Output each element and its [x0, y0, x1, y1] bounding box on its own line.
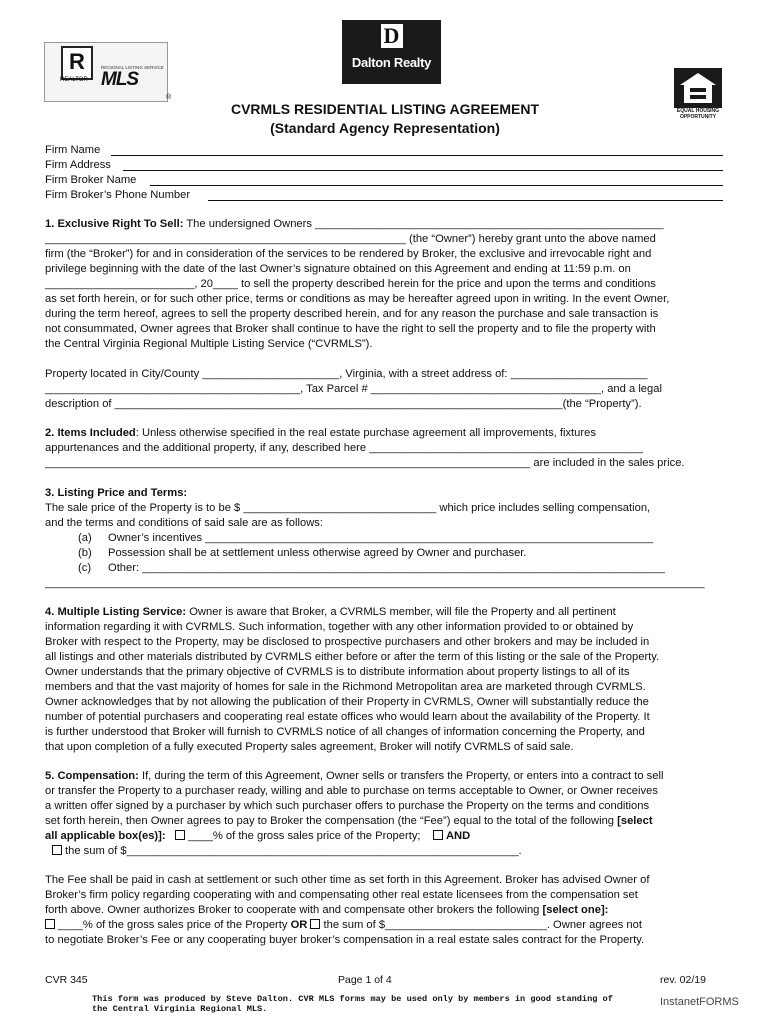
realtor-logo: R [61, 46, 93, 80]
title-line-1: CVRMLS RESIDENTIAL LISTING AGREEMENT [230, 101, 539, 117]
sum-checkbox[interactable] [52, 845, 62, 855]
s5-line-4 [45, 814, 735, 829]
s5-line-2: or transfer the Property to a purchaser ready, willing and able to purchase on terms acceptable to Owner, or Owner receives [45, 785, 658, 797]
s4-line-10: that upon completion of a fully executed Property sales agreement, Broker will notify CVRMLS of said sale. [45, 741, 574, 753]
s5-line-1 [45, 769, 735, 784]
firm-address-row [45, 158, 735, 173]
s5-p2-line-3 [45, 903, 735, 918]
s1-line-3: firm (the “Broker”) for and in consideration of the services to be rendered by Broker, the exclusive and irrevocable right and [45, 248, 652, 260]
s2-heading: 2. Items Included [45, 427, 136, 439]
s1-line-2: __________________________________________________________ (the “Owner”) hereby grant unto the above named [45, 233, 656, 245]
firm-name-label: Firm Name [45, 144, 101, 156]
s4-line-7: Owner acknowledges that by not allowing the publication of their Property in CVRMLS, Owner will substantially reduce the [45, 696, 649, 708]
s5-text-4: set forth herein, then Owner agrees to pay to Broker the compensation (the “Fee”) equal to the total of the following [45, 815, 615, 827]
s2-line-2: appurtenances and the additional property, if any, described here ____________________________________________ [45, 442, 643, 454]
s5-select-label-2: all applicable box(es)]: [45, 830, 166, 842]
percent-checkbox[interactable] [175, 830, 185, 840]
s1-line-1 [45, 217, 735, 232]
s5-p2-line-4 [45, 918, 735, 933]
s3-line-2: and the terms and conditions of said sale are as follows: [45, 517, 323, 529]
registered-mark: ® [166, 94, 172, 101]
s4-line-4: all listings and other materials distributed by CVRMLS either before or after the term of this listing or the sale of the Property. [45, 651, 660, 663]
s5-heading: 5. Compensation: [45, 770, 139, 782]
firm-name-row [45, 143, 735, 158]
s5-percent-text: ____% of the gross sales price of the Property; [187, 830, 421, 842]
s1-line-9: the Central Virginia Regional Multiple Listing Service (“CVRMLS”). [45, 338, 373, 350]
s3-b-text: Possession shall be at settlement unless otherwise agreed by Owner and purchaser. [108, 547, 527, 559]
s3-b-label: (b) [78, 547, 92, 559]
firm-address-label: Firm Address [45, 159, 111, 171]
s5-select-label: [select [617, 815, 653, 827]
s1-text-1: The undersigned Owners ________________________________________________________ [186, 218, 664, 230]
instanet-logo: InstanetFORMS [660, 996, 739, 1008]
firm-broker-name-field[interactable] [150, 185, 723, 186]
firm-phone-field[interactable] [208, 200, 723, 201]
s3-line-1: The sale price of the Property is to be $ _______________________________ which price includes selling compensation, [45, 502, 651, 514]
coop-percent-checkbox[interactable] [45, 919, 55, 929]
s5-coop-percent-text: ____% of the gross sales price of the Property [58, 919, 288, 931]
s5-p2-text-3: forth above. Owner authorizes Broker to cooperate with and compensate other brokers the following [45, 904, 540, 916]
s5-sum-text: the sum of $_______________________________________________________________. [65, 845, 522, 857]
s5-line-6 [52, 844, 742, 859]
dalton-name: Dalton Realty [351, 55, 432, 70]
s5-line-3: a written offer signed by a purchaser by which such purchaser offers to purchase the Property on the terms and conditions [45, 800, 650, 812]
s5-p2-line-1: The Fee shall be paid in cash at settlement or such other time as set forth in this Agreement. Broker has advised Owner of [45, 874, 650, 886]
s1-heading: 1. Exclusive Right To Sell: [45, 218, 184, 230]
s3-a-text: Owner’s incentives ________________________________________________________________________ [108, 532, 654, 544]
s4-line-5: Owner understands that the primary objective of CVRMLS is to distribute information about property listings to all of its [45, 666, 630, 678]
firm-phone-label: Firm Broker’s Phone Number [45, 189, 191, 201]
revision: rev. 02/19 [660, 974, 706, 986]
s5-coop-sum-text: the sum of $__________________________. Owner agrees not [323, 919, 642, 931]
title-line-2: (Standard Agency Representation) [270, 120, 500, 136]
s1-line-5: ________________________, 20____ to sell the property described herein for the price and upon the terms and conditions [45, 278, 656, 290]
s3-a-label: (a) [78, 532, 92, 544]
s2-line-3: ______________________________________________________________________________ are included in the sales price. [45, 457, 685, 469]
mls-label: MLS [101, 69, 139, 90]
s4-heading: 4. Multiple Listing Service: [45, 606, 187, 618]
footer-note-2: the Central Virginia Regional MLS. [92, 1004, 268, 1014]
s3-item-c [78, 561, 768, 576]
s3-last-line: __________________________________________________________________________________________________________ [45, 577, 705, 589]
s4-line-3: Broker with respect to the Property, may be disclosed to prospective purchasers and other brokers and may be included in [45, 636, 650, 648]
s5-and-label: AND [445, 830, 471, 842]
s5-p2-line-2: Broker’s firm policy regarding cooperating with and compensating other real estate licensees from the compensation set [45, 889, 638, 901]
property-line-3: description of ________________________________________________________________________(the “Property”). [45, 398, 642, 410]
s4-line-8: number of potential purchasers and cooperating real estate offices who would learn about the availability of the Property. It [45, 711, 650, 723]
opportunity-text: OPPORTUNITY [679, 114, 717, 120]
and-checkbox[interactable] [433, 830, 443, 840]
dalton-realty-logo [342, 20, 441, 84]
firm-broker-name-row [45, 173, 735, 188]
s1-line-4: privilege beginning with the date of the last Owner’s signature obtained on this Agreement and ending at 11:59 p.m. on [45, 263, 631, 275]
equal-housing-text: EQUAL HOUSING [676, 108, 720, 114]
s4-line-9: is further understood that Broker will furnish to CVRMLS notice of all changes of information concerning the Property, and [45, 726, 645, 738]
realtor-label: REALTOR [60, 77, 88, 83]
dalton-logo-letter: D [381, 24, 403, 48]
s5-p2-line-5: to negotiate Broker’s Fee or any cooperating buyer broker’s compensation in a real estate sales contract for the Property. [45, 934, 645, 946]
mls-subtitle: REGIONAL LISTING SERVICE [101, 65, 164, 70]
s5-select-one-label: [select one]: [542, 904, 609, 916]
mls-logo [44, 42, 168, 102]
firm-phone-row [45, 188, 735, 203]
s2-line-1 [45, 426, 735, 441]
s5-or-label: OR [290, 919, 308, 931]
s3-c-label: (c) [78, 562, 92, 574]
s4-line-6: members and that the vast majority of homes for sale in the Richmond Metropolitan area are marketed through CVRMLS. [45, 681, 646, 693]
s4-line-2: information regarding it with CVRMLS. Such information, together with any other information provided to or obtained by [45, 621, 634, 633]
s3-c-text: Other: ____________________________________________________________________________________ [108, 562, 665, 574]
s3-item-a [78, 531, 768, 546]
s4-text-1: Owner is aware that Broker, a CVRMLS member, will file the Property and all pertinent [189, 606, 616, 618]
page-number: Page 1 of 4 [338, 974, 392, 986]
s1-line-8: not consummated, Owner agrees that Broker shall continue to have the right to sell the property and to file the property with [45, 323, 656, 335]
document-title [0, 100, 770, 138]
property-line-1: Property located in City/County ______________________, Virginia, with a street address of: ______________________ [45, 368, 648, 380]
s4-line-1 [45, 605, 735, 620]
firm-name-field[interactable] [111, 155, 723, 156]
firm-broker-name-label: Firm Broker Name [45, 174, 137, 186]
form-number: CVR 345 [45, 974, 88, 986]
s2-text-1: : Unless otherwise specified in the real estate purchase agreement all improvements, fixtures [135, 427, 596, 439]
firm-address-field[interactable] [123, 170, 723, 171]
s3-item-b [78, 546, 768, 561]
footer-note-1: This form was produced by Steve Dalton. CVR MLS forms may be used only by members in good standing of [92, 994, 613, 1004]
s3-heading: 3. Listing Price and Terms: [45, 487, 188, 499]
s5-text-1: If, during the term of this Agreement, Owner sells or transfers the Property, or enters into a contract to sell [141, 770, 664, 782]
s5-line-5 [45, 829, 735, 844]
coop-sum-checkbox[interactable] [310, 919, 320, 929]
s1-line-7: during the term hereof, agrees to sell the property described herein, and for any reason the purchase and sale transaction is [45, 308, 659, 320]
s1-line-6: as set forth herein, or for such other price, terms or conditions as may be hereafter agreed upon in writing. In the event Owner, [45, 293, 670, 305]
property-line-2: _________________________________________, Tax Parcel # _____________________________________, and a legal [45, 383, 662, 395]
